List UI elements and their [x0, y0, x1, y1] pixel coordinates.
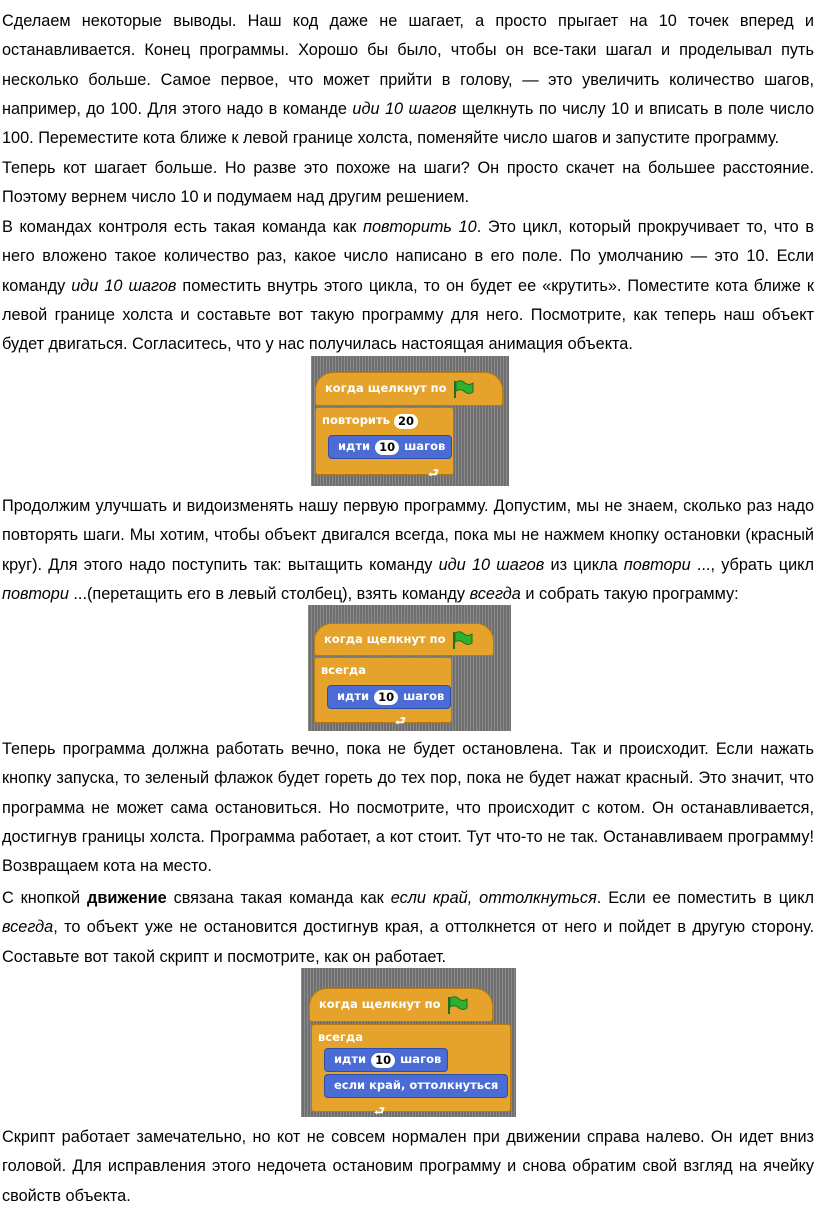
loop-arrow-icon: ⮐ — [395, 714, 406, 728]
paragraph-4 — [2, 492, 814, 609]
p6-text-b: связана такая команда как — [166, 889, 391, 907]
hat-label: когда щелкнут по — [325, 381, 447, 396]
move-label: идти — [338, 439, 371, 454]
p3-text-b: . Это цикл, который прокручивает то, что в него вложено такое количество раз, какое число написано в его поле. По умолчанию — это 10. Если команду — [2, 218, 814, 295]
move-unit: шагов — [403, 689, 445, 704]
move-steps-value: 10 — [375, 440, 399, 455]
p3-italic-command: иди 10 шагов — [71, 276, 177, 295]
p6-italic-bounce: если край, оттолкнуться — [390, 889, 597, 907]
repeat-label: повторить — [322, 413, 390, 428]
p4-text-e: и собрать такую программу: — [520, 584, 739, 603]
p3-text-a: В командах контроля есть такая команда как — [2, 218, 363, 236]
forever-header — [315, 658, 366, 684]
loop-arrow-icon: ⮐ — [428, 466, 439, 480]
paragraph-5: Теперь программа должна работать вечно, пока не будет остановлена. Так и происходит. Если нажать кнопку запуска, то зеленый флажок будет гореть до тех пор, пока не будет нажат красный. Это значит, что программа не может сама остановиться. Но посмотрите, что происходит с котом. Он останавливается, достигнув границы холста. Программа работает, а кот стоит. Тут что-то не так. Останавливаем программу! Возвращаем кота на место. — [2, 740, 814, 876]
move-unit: шагов — [404, 439, 446, 454]
paragraph-2: Теперь кот шагает больше. Но разве это похоже на шаги? Он просто скачет на большее расстояние. Поэтому вернем число 10 и подумаем над другим решением. — [2, 159, 814, 207]
hat-label: когда щелкнут по — [324, 631, 446, 646]
p1-italic-command: иди 10 шагов — [352, 99, 457, 118]
forever-label: всегда — [321, 663, 366, 678]
paragraph-1 — [2, 7, 814, 153]
p3-text-c: поместить внутрь этого цикла, то он будет ее «крутить». Поместите кота ближе к левой границе холста и составьте вот такую программу для него. Посмотрите, как теперь наш объект будет двигаться. Согласитесь, что у нас получилась настоящая анимация объекта. — [2, 276, 815, 354]
paragraph-7: Скрипт работает замечательно, но кот не совсем нормален при движении справа налево. Он идет вниз головой. Для исправления этого недочета остановим программу и снова обратим свой взгляд на ячейку свойств объекта. — [2, 1128, 814, 1205]
move-steps-block — [324, 1048, 448, 1072]
p1-text-b: щелкнуть по числу 10 и вписать в поле число 100. Переместите кота ближе к левой границе холста, поменяйте число шагов и запустите программу. — [2, 99, 814, 148]
move-steps-block — [327, 685, 451, 709]
forever-label: всегда — [318, 1030, 363, 1045]
p6-text-a: С кнопкой — [2, 889, 88, 907]
when-flag-clicked-block — [314, 623, 494, 656]
move-label: идти — [337, 689, 370, 704]
p4-text-c: ..., убрать цикл — [690, 555, 814, 574]
repeat-header — [316, 408, 418, 434]
p4-text-b: из цикла — [544, 555, 624, 574]
loop-arrow-icon: ⮐ — [374, 1104, 385, 1118]
scratch-script-bounce — [301, 968, 516, 1117]
p6-bold-motion: движение — [87, 889, 167, 907]
p6-italic-forever: всегда — [2, 918, 54, 937]
p6-text-c: . Если ее поместить в цикл — [596, 889, 814, 907]
scratch-script-repeat — [311, 356, 509, 486]
bounce-label: если край, оттолкнуться — [334, 1078, 499, 1093]
green-flag-icon — [451, 630, 473, 650]
green-flag-icon — [452, 379, 474, 399]
p4-italic-repeat-2: повтори — [2, 584, 69, 603]
bounce-on-edge-block — [324, 1074, 508, 1098]
p1-text-a: Сделаем некоторые выводы. Наш код даже не шагает, а просто прыгает на 10 точек вперед и останавливается. Конец программы. Хорошо бы было, чтобы он все-таки шагал и проделывал путь несколько больше. Самое первое, что может прийти в голову, — это увеличить количество шагов, например, до 100. Для этого надо в команде — [2, 12, 814, 118]
repeat-count: 20 — [394, 414, 418, 429]
move-steps-value: 10 — [374, 690, 398, 705]
forever-block — [314, 657, 452, 728]
p4-italic-forever: всегда — [469, 584, 521, 603]
green-flag-icon — [446, 995, 468, 1015]
paragraph-6 — [2, 884, 814, 972]
p4-text-d: ...(перетащить его в левый столбец), взять команду — [68, 584, 470, 603]
scratch-script-forever — [308, 605, 511, 731]
p4-italic-command: иди 10 шагов — [438, 555, 545, 574]
move-label: идти — [334, 1052, 367, 1067]
hat-label: когда щелкнут по — [319, 997, 441, 1012]
paragraph-3 — [2, 213, 814, 359]
forever-block — [311, 1024, 511, 1118]
move-unit: шагов — [400, 1052, 442, 1067]
move-steps-block — [328, 435, 452, 459]
when-flag-clicked-block — [309, 988, 493, 1022]
repeat-block — [315, 407, 454, 480]
when-flag-clicked-block — [315, 372, 503, 406]
p4-italic-repeat: повтори — [623, 555, 691, 574]
p6-text-d: , то объект уже не остановится достигнув края, а оттолкнется от него и пойдет в другую сторону. Составьте вот такой скрипт и посмотрите, как он работает. — [2, 918, 814, 966]
move-steps-value: 10 — [371, 1053, 395, 1068]
p3-italic-repeat: повторить 10 — [363, 218, 477, 236]
p4-text-a: Продолжим улучшать и видоизменять нашу первую программу. Допустим, мы не знаем, сколько раз надо повторять шаги. Мы хотим, чтобы объект двигался всегда, пока мы не нажмем кнопку остановки (красный круг). Для этого надо поступить так: вытащить команду — [2, 497, 814, 574]
